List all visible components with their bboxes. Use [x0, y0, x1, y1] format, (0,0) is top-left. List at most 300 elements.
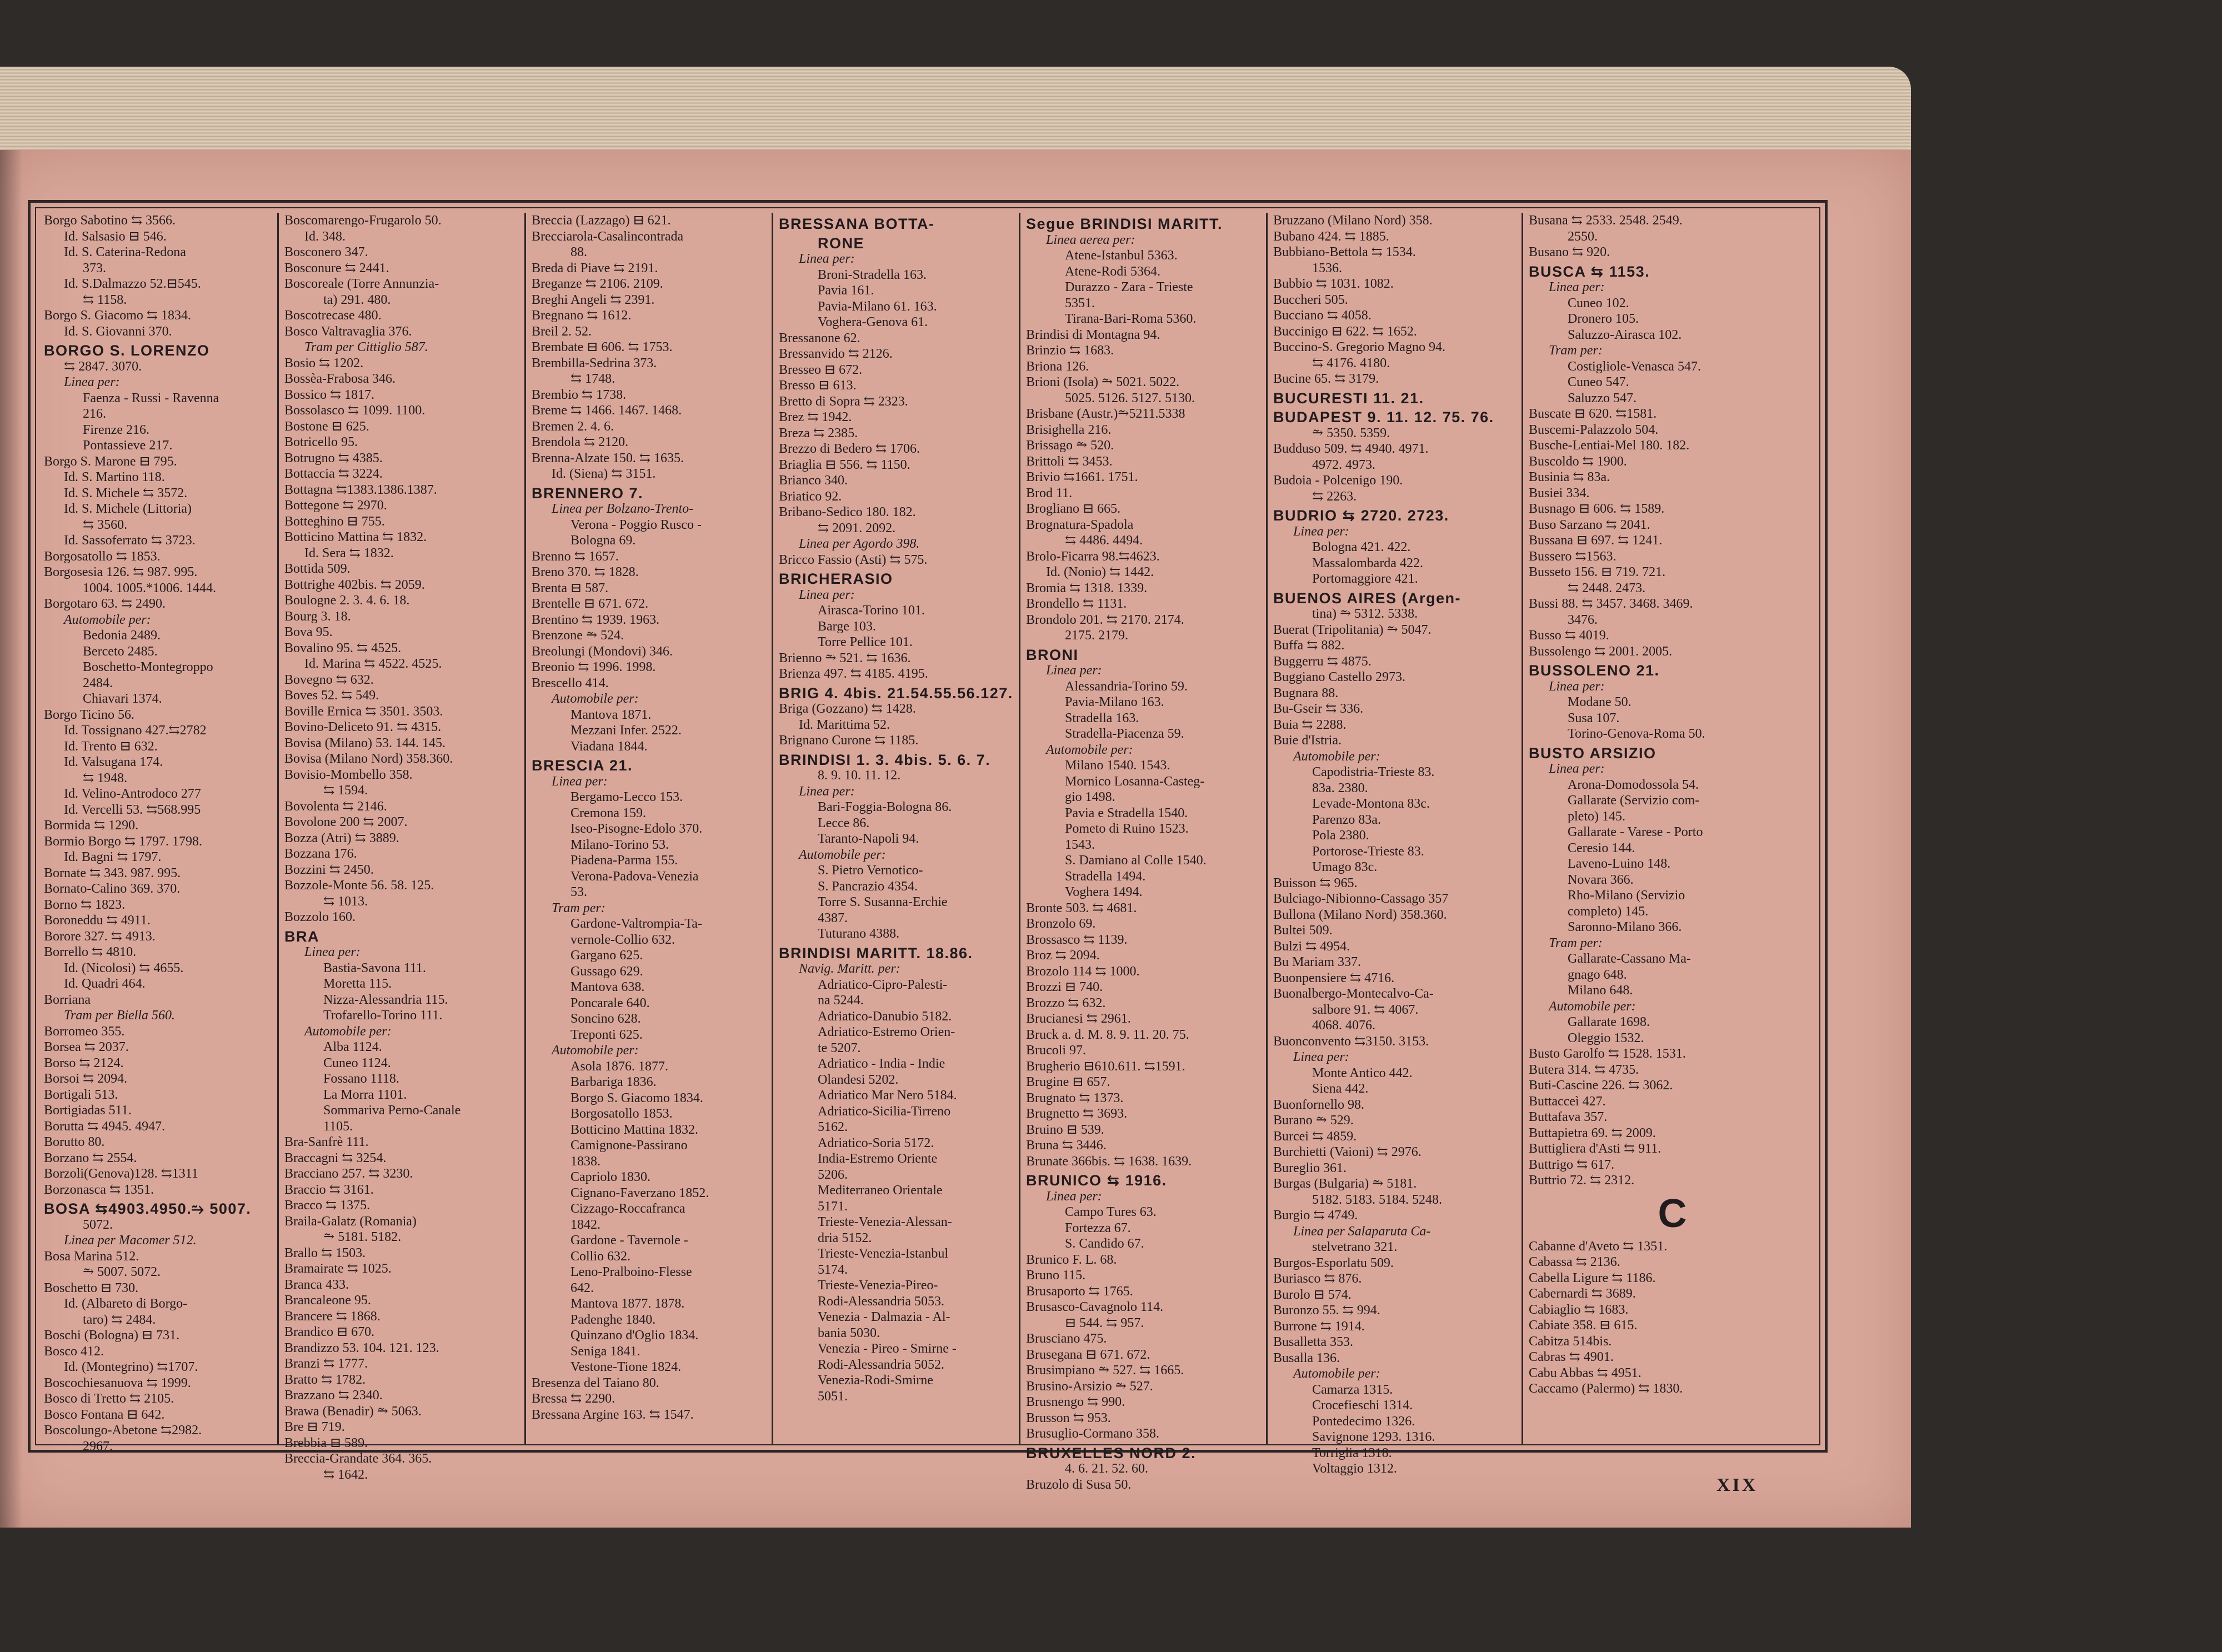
index-entry: Saluzzo-Airasca 102.: [1568, 327, 1682, 342]
index-entry: Bullona (Milano Nord) 358.360.: [1273, 907, 1447, 922]
index-entry: 4972. 4973.: [1312, 457, 1375, 472]
index-entry: Brianco 340.: [779, 473, 848, 488]
index-entry: Automobile per:: [1549, 999, 1636, 1014]
index-entry: Branca 433.: [284, 1277, 349, 1292]
index-entry: Seniga 1841.: [570, 1344, 640, 1359]
index-entry: Linea per Macomer 512.: [64, 1233, 197, 1248]
index-entry: Breghi Angeli ⇆ 2391.: [532, 292, 655, 307]
index-heading: BUSTO ARSIZIO: [1529, 744, 1657, 762]
index-entry: Modane 50.: [1568, 695, 1632, 709]
index-entry: Siena 442.: [1312, 1082, 1369, 1096]
index-entry: S. Candido 67.: [1065, 1237, 1144, 1251]
index-entry: Linea per Bolzano-Trento-: [552, 502, 694, 516]
index-entry: Bressana Argine 163. ⇆ 1547.: [532, 1407, 694, 1422]
index-entry: S. Pancrazio 4354.: [818, 879, 918, 894]
index-entry: Bultei 509.: [1273, 923, 1333, 938]
index-entry: 5351.: [1065, 296, 1095, 311]
index-entry: Mediterraneo Orientale: [818, 1183, 943, 1198]
index-entry: Brallo ⇆ 1503.: [284, 1245, 366, 1260]
index-entry: Automobile per:: [304, 1024, 392, 1039]
index-entry: ⇆ 2847. 3070.: [64, 359, 142, 374]
index-entry: 5162.: [818, 1120, 848, 1134]
index-entry: Bruino ⊟ 539.: [1026, 1122, 1104, 1137]
index-entry: Boschi (Bologna) ⊟ 731.: [44, 1328, 180, 1343]
index-entry: Brucoli 97.: [1026, 1043, 1086, 1058]
index-entry: 2550.: [1568, 229, 1598, 244]
index-entry: Breza ⇆ 2385.: [779, 425, 858, 440]
index-entry: Brugherio ⊟610.611. ⇆1591.: [1026, 1059, 1185, 1074]
index-entry: Brusasco-Cavagnolo 114.: [1026, 1300, 1164, 1314]
index-entry: Bussero ⇆1563.: [1529, 549, 1617, 564]
index-entry: Bornate ⇆ 343. 987. 995.: [44, 865, 181, 880]
index-entry: Brandizzo 53. 104. 121. 123.: [284, 1340, 439, 1355]
index-entry: Boschetto ⊟ 730.: [44, 1280, 139, 1295]
index-entry: 5171.: [818, 1199, 848, 1214]
index-entry: Brawa (Benadir) ⥲ 5063.: [284, 1404, 422, 1419]
index-entry: Barge 103.: [818, 619, 876, 634]
index-entry: Trieste-Venezia-Istanbul: [818, 1246, 949, 1261]
index-entry: 1842.: [570, 1217, 600, 1232]
index-heading: BRINDISI 1. 3. 4bis. 5. 6. 7.: [779, 751, 991, 768]
index-heading: BRESCIA 21.: [532, 757, 633, 774]
index-entry: Venezia-Rodi-Smirne: [818, 1373, 933, 1388]
index-entry: 1838.: [570, 1154, 600, 1169]
index-entry: Bossolasco ⇆ 1099. 1100.: [284, 403, 426, 418]
index-entry: Milano 1540. 1543.: [1065, 758, 1170, 773]
index-entry: Costigliole-Venasca 547.: [1568, 359, 1701, 374]
index-entry: Botticino Mattina ⇆ 1832.: [284, 530, 427, 544]
index-entry: Linea per:: [1549, 280, 1605, 294]
index-entry: Brozzo ⇆ 632.: [1026, 995, 1106, 1010]
index-entry: Campo Tures 63.: [1065, 1205, 1157, 1219]
index-entry: Borutta ⇆ 4945. 4947.: [44, 1119, 166, 1134]
index-entry: 373.: [83, 261, 106, 276]
index-entry: Buccheri 505.: [1273, 292, 1348, 307]
index-entry: Parenzo 83a.: [1312, 812, 1381, 827]
index-entry: Bureglio 361.: [1273, 1160, 1347, 1175]
index-entry: Id. (Nicolosi) ⇆ 4655.: [64, 960, 184, 975]
index-entry: Broz ⇆ 2094.: [1026, 948, 1100, 963]
index-entry: Voltaggio 1312.: [1312, 1461, 1397, 1476]
index-entry: Brancere ⇆ 1868.: [284, 1309, 381, 1324]
index-entry: Brezzo di Bedero ⇆ 1706.: [779, 442, 920, 456]
index-entry: Bosconero 347.: [284, 245, 368, 259]
index-entry: Savignone 1293. 1316.: [1312, 1430, 1435, 1444]
index-entry: Linea aerea per:: [1046, 232, 1135, 247]
index-entry: Voghera-Genova 61.: [818, 315, 928, 329]
index-entry: Borsoi ⇆ 2094.: [44, 1072, 128, 1086]
index-entry: Buriasco ⇆ 876.: [1273, 1271, 1362, 1286]
index-entry: Brittoli ⇆ 3453.: [1026, 454, 1113, 469]
index-entry: Bozzole-Monte 56. 58. 125.: [284, 878, 434, 893]
index-entry: Buisson ⇆ 965.: [1273, 875, 1358, 890]
index-entry: Dronero 105.: [1568, 312, 1639, 326]
index-entry: 5025. 5126. 5127. 5130.: [1065, 391, 1195, 406]
index-entry: Torre Pellice 101.: [818, 635, 913, 649]
index-entry: Tirana-Bari-Roma 5360.: [1065, 312, 1197, 326]
index-entry: Bormida ⇆ 1290.: [44, 818, 139, 833]
index-entry: Id. Velino-Antrodoco 277: [64, 787, 201, 801]
index-entry: Buffa ⇆ 882.: [1273, 638, 1345, 653]
index-entry: Braccio ⇆ 3161.: [284, 1182, 374, 1197]
index-entry: Bozza (Atri) ⇆ 3889.: [284, 830, 399, 845]
index-entry: Botrugno ⇆ 4385.: [284, 450, 383, 465]
index-entry: Linea per:: [1293, 1050, 1349, 1064]
index-entry: Bracciano 257. ⇆ 3230.: [284, 1167, 413, 1181]
index-entry: Id. Sera ⇆ 1832.: [304, 545, 394, 560]
index-entry: Brusciano 475.: [1026, 1331, 1107, 1346]
index-entry: ⇆ 2448. 2473.: [1568, 580, 1646, 595]
index-entry: Borgotaro 63. ⇆ 2490.: [44, 597, 166, 611]
index-entry: Busiei 334.: [1529, 485, 1590, 500]
index-entry: Cabiaglio ⇆ 1683.: [1529, 1302, 1629, 1317]
index-entry: Bu-Gseir ⇆ 336.: [1273, 702, 1364, 716]
index-entry: ta) 291. 480.: [323, 292, 391, 307]
index-entry: dria 5152.: [818, 1230, 872, 1245]
index-entry: Navig. Maritt. per:: [799, 962, 900, 976]
index-entry: Bruck a. d. M. 8. 9. 11. 20. 75.: [1026, 1027, 1189, 1042]
index-entry: Sommariva Perno-Canale: [323, 1103, 461, 1118]
index-entry: Brazzano ⇆ 2340.: [284, 1388, 383, 1403]
index-entry: Id. Salsasio ⊟ 546.: [64, 229, 167, 244]
index-column-4: [772, 213, 1019, 1444]
index-heading: BRUNICO ⇆ 1916.: [1026, 1172, 1167, 1189]
index-entry: Bressanvido ⇆ 2126.: [779, 347, 893, 361]
index-entry: Bramairate ⇆ 1025.: [284, 1261, 392, 1276]
index-entry: Briatico 92.: [779, 489, 842, 504]
index-entry: Stradella 163.: [1065, 710, 1139, 725]
index-entry: Bovolone 200 ⇆ 2007.: [284, 815, 408, 829]
index-entry: Tram per:: [1549, 935, 1603, 950]
index-entry: Brenta ⊟ 587.: [532, 580, 609, 595]
index-entry: 83a. 2380.: [1312, 780, 1368, 795]
index-entry: Airasca-Torino 101.: [818, 603, 925, 618]
index-entry: Atene-Istanbul 5363.: [1065, 248, 1178, 263]
index-entry: Brienno ⥲ 521. ⇆ 1636.: [779, 650, 911, 665]
index-entry: 5206.: [818, 1167, 848, 1182]
index-entry: Brandico ⊟ 670.: [284, 1325, 375, 1339]
index-entry: Linea per:: [552, 774, 608, 789]
index-entry: Id. (Siena) ⇆ 3151.: [552, 467, 656, 481]
index-entry: Botteghino ⊟ 755.: [284, 514, 385, 529]
index-entry: Bulzi ⇆ 4954.: [1273, 939, 1350, 954]
index-entry: Bubbiano-Bettola ⇆ 1534.: [1273, 245, 1416, 259]
index-entry: 3476.: [1568, 612, 1598, 627]
index-entry: Butera 314. ⇆ 4735.: [1529, 1062, 1639, 1077]
index-entry: Tram per Biella 560.: [64, 1008, 176, 1023]
index-entry: Bova 95.: [284, 625, 333, 639]
index-entry: Broni-Stradella 163.: [818, 267, 927, 282]
index-entry: Busso ⇆ 4019.: [1529, 628, 1609, 643]
index-entry: Brecciarola-Casalincontrada: [532, 229, 684, 244]
index-entry: 8. 9. 10. 11. 12.: [818, 768, 901, 783]
index-entry: Bosco di Tretto ⇆ 2105.: [44, 1391, 174, 1406]
index-entry: 4. 6. 21. 52. 60.: [1065, 1461, 1148, 1476]
index-entry: Saluzzo 547.: [1568, 391, 1637, 406]
index-entry: Linea per:: [799, 252, 855, 266]
index-entry: Alessandria-Torino 59.: [1065, 679, 1188, 694]
index-column-7: [1522, 213, 1821, 1444]
index-entry: La Morra 1101.: [323, 1087, 407, 1102]
index-entry: Id. (Montegrino) ⇆1707.: [64, 1360, 198, 1374]
index-entry: Bovalino 95. ⇆ 4525.: [284, 640, 402, 655]
index-entry: Brusson ⇆ 953.: [1026, 1410, 1111, 1425]
index-entry: Automobile per:: [552, 692, 639, 706]
index-entry: ⇆ 1158.: [83, 292, 127, 307]
index-entry: Briaglia ⊟ 556. ⇆ 1150.: [779, 457, 910, 472]
index-entry: 2967.: [83, 1439, 113, 1454]
index-entry: Bottaccia ⇆ 3224.: [284, 467, 383, 481]
index-entry: Automobile per:: [799, 847, 886, 862]
index-entry: Breolungi (Mondovi) 346.: [532, 644, 673, 659]
index-entry: Bozzana 176.: [284, 847, 357, 861]
index-entry: Bottegone ⇆ 2970.: [284, 498, 387, 513]
index-entry: Tram per Cittiglio 587.: [304, 340, 428, 354]
index-entry: Adriatico-Soria 5172.: [818, 1135, 934, 1150]
index-entry: Brentino ⇆ 1939. 1963.: [532, 612, 660, 627]
index-entry: Caccamo (Palermo) ⇆ 1830.: [1529, 1381, 1683, 1396]
index-entry: Busseto 156. ⊟ 719. 721.: [1529, 565, 1666, 579]
index-entry: Vestone-Tione 1824.: [570, 1360, 682, 1374]
index-entry: Adriatico - India - Indie: [818, 1057, 945, 1071]
index-entry: Nizza-Alessandria 115.: [323, 992, 448, 1007]
index-entry: Borrello ⇆ 4810.: [44, 945, 137, 959]
index-entry: Bucine 65. ⇆ 3179.: [1273, 372, 1379, 386]
index-entry: Buso Sarzano ⇆ 2041.: [1529, 517, 1650, 532]
index-column-5: [1019, 213, 1266, 1492]
index-entry: 5072.: [83, 1217, 113, 1232]
index-entry: Id. S. Michele (Littoria): [64, 502, 192, 516]
index-entry: Gargano 625.: [570, 948, 643, 963]
index-entry: Voghera 1494.: [1065, 885, 1143, 899]
index-entry: Pavia e Stradella 1540.: [1065, 805, 1188, 820]
index-entry: Linea per:: [304, 945, 361, 959]
index-entry: Tram per:: [1549, 343, 1603, 358]
index-entry: Linea per:: [1549, 679, 1605, 694]
index-entry: Automobile per:: [1293, 1366, 1380, 1381]
index-entry: Adriatico Mar Nero 5184.: [818, 1088, 957, 1103]
index-entry: te 5207.: [818, 1040, 861, 1055]
index-entry: Busalletta 353.: [1273, 1335, 1353, 1349]
index-entry: Brendola ⇆ 2120.: [532, 435, 629, 449]
index-entry: Busana ⇆ 2533. 2548. 2549.: [1529, 213, 1683, 228]
index-entry: Cignano-Faverzano 1852.: [570, 1185, 709, 1200]
index-entry: Burchietti (Vaioni) ⇆ 2976.: [1273, 1145, 1422, 1159]
index-entry: Bretto di Sopra ⇆ 2323.: [779, 394, 908, 409]
index-entry: Automobile per:: [1046, 742, 1133, 757]
index-entry: Brugnetto ⇆ 3693.: [1026, 1107, 1128, 1121]
index-entry: Bruzzano (Milano Nord) 358.: [1273, 213, 1433, 228]
index-entry: pleto) 145.: [1568, 809, 1625, 824]
index-entry: ⥲ 5181. 5182.: [323, 1230, 402, 1244]
index-entry: Brossasco ⇆ 1139.: [1026, 932, 1128, 947]
index-entry: Padenghe 1840.: [570, 1312, 656, 1327]
index-entry: Cabitza 514bis.: [1529, 1334, 1612, 1349]
index-entry: Brindisi di Montagna 94.: [1026, 327, 1160, 342]
index-entry: Briona 126.: [1026, 359, 1089, 374]
index-entry: Bortigali 513.: [44, 1087, 118, 1102]
index-entry: Bruzolo di Susa 50.: [1026, 1477, 1132, 1492]
index-entry: Brentelle ⊟ 671. 672.: [532, 597, 649, 611]
index-entry: Saronno-Milano 366.: [1568, 920, 1682, 934]
index-entry: Braccagni ⇆ 3254.: [284, 1150, 387, 1165]
index-entry: Bregnano ⇆ 1612.: [532, 308, 632, 323]
index-entry: Brebbia ⊟ 589.: [284, 1435, 368, 1450]
index-entry: Bedonia 2489.: [83, 628, 161, 643]
index-entry: Id. S. Martino 118.: [64, 470, 165, 484]
index-entry: Milano-Torino 53.: [570, 837, 669, 852]
index-entry: Camarza 1315.: [1312, 1382, 1393, 1397]
index-entry: Bresseo ⊟ 672.: [779, 362, 863, 377]
index-entry: Boulogne 2. 3. 4. 6. 18.: [284, 593, 410, 608]
index-entry: Id. 348.: [304, 229, 346, 244]
index-entry: Borgosesia 126. ⇆ 987. 995.: [44, 565, 198, 579]
index-entry: Burcei ⇆ 4859.: [1273, 1129, 1357, 1144]
index-entry: Bortigiadas 511.: [44, 1103, 132, 1118]
index-entry: Mantova 638.: [570, 980, 645, 994]
index-entry: Cabu Abbas ⇆ 4951.: [1529, 1365, 1642, 1380]
index-entry: Capodistria-Trieste 83.: [1312, 765, 1435, 779]
index-entry: Linea per Salaparuta Ca-: [1293, 1224, 1431, 1239]
index-column-2: [277, 213, 524, 1482]
index-entry: Laveno-Luino 148.: [1568, 857, 1671, 871]
index-entry: Brisbane (Austr.)⥲5211.5338: [1026, 407, 1185, 421]
index-entry: Bribano-Sedico 180. 182.: [779, 505, 916, 519]
index-entry: Brinzio ⇆ 1683.: [1026, 343, 1114, 358]
index-entry: Busche-Lentiai-Mel 180. 182.: [1529, 438, 1690, 453]
index-entry: Linea per:: [1046, 1189, 1102, 1204]
index-entry: Brondello ⇆ 1131.: [1026, 597, 1127, 611]
index-entry: Fossano 1118.: [323, 1072, 399, 1086]
index-entry: Breil 2. 52.: [532, 324, 592, 339]
index-entry: Brusino-Arsizio ⥲ 527.: [1026, 1379, 1153, 1394]
index-entry: Bourg 3. 18.: [284, 609, 351, 624]
index-entry: 2175. 2179.: [1065, 628, 1128, 643]
index-entry: Mantova 1871.: [570, 707, 652, 722]
index-entry: Umago 83c.: [1312, 860, 1378, 874]
index-entry: Bressanone 62.: [779, 331, 860, 346]
index-entry: Breccia (Lazzago) ⊟ 621.: [532, 213, 671, 228]
index-entry: Iseo-Pisogne-Edolo 370.: [570, 822, 703, 836]
index-entry: Burgos-Esporlatu 509.: [1273, 1255, 1394, 1270]
index-entry: Bovolenta ⇆ 2146.: [284, 799, 387, 814]
index-entry: Automobile per:: [64, 612, 151, 627]
index-entry: Berceto 2485.: [83, 644, 158, 659]
index-entry: Brod 11.: [1026, 485, 1073, 500]
index-entry: Durazzo - Zara - Trieste: [1065, 280, 1193, 294]
index-entry: completo) 145.: [1568, 904, 1649, 919]
index-entry: Bozzolo 160.: [284, 910, 356, 924]
index-entry: Cuneo 102.: [1568, 296, 1629, 311]
index-entry: Gallarate (Servizio com-: [1568, 793, 1700, 808]
index-entry: Bovisa (Milano Nord) 358.360.: [284, 752, 453, 766]
index-entry: ⇆ 1013.: [323, 894, 368, 909]
index-entry: Buonconvento ⇆3150. 3153.: [1273, 1034, 1429, 1049]
index-entry: Borzonasca ⇆ 1351.: [44, 1182, 154, 1197]
index-entry: Bovisio-Mombello 358.: [284, 767, 413, 782]
index-entry: Trieste-Venezia-Alessan-: [818, 1215, 952, 1229]
index-entry: Trieste-Venezia-Pireo-: [818, 1278, 938, 1293]
index-entry: ⇆ 4486. 4494.: [1065, 533, 1143, 548]
index-entry: Tram per:: [552, 900, 605, 915]
index-entry: Buscoldo ⇆ 1900.: [1529, 454, 1627, 469]
index-entry: Bremen 2. 4. 6.: [532, 419, 614, 434]
index-entry: 642.: [570, 1280, 594, 1295]
index-heading: BRIG 4. 4bis. 21.54.55.56.127.: [779, 684, 1013, 702]
index-entry: Mornico Losanna-Casteg-: [1065, 774, 1205, 789]
index-entry: Brescello 414.: [532, 675, 609, 690]
index-entry: 88.: [570, 245, 587, 259]
index-entry: Gardone-Valtrompia-Ta-: [570, 917, 702, 931]
index-entry: Brignano Curone ⇆ 1185.: [779, 733, 919, 748]
index-entry: Rodi-Alessandria 5053.: [818, 1294, 944, 1309]
index-entry: bania 5030.: [818, 1325, 880, 1340]
index-entry: Trofarello-Torino 111.: [323, 1008, 443, 1023]
index-entry: vernole-Collio 632.: [570, 932, 675, 947]
index-entry: India-Estremo Oriente: [818, 1152, 938, 1166]
index-entry: Borgo S. Giacomo ⇆ 1834.: [44, 308, 191, 323]
index-entry: na 5244.: [818, 993, 864, 1008]
index-entry: stelvetrano 321.: [1312, 1240, 1398, 1254]
index-entry: Asola 1876. 1877.: [570, 1059, 668, 1074]
index-entry: Treponti 625.: [570, 1027, 643, 1042]
index-entry: Id. Bagni ⇆ 1797.: [64, 850, 162, 864]
section-letter-heading: C: [1658, 1191, 1687, 1236]
index-entry: Id. (Albareto di Borgo-: [64, 1296, 188, 1311]
index-entry: Linea per Agordo 398.: [799, 537, 920, 551]
index-entry: Taranto-Napoli 94.: [818, 832, 919, 846]
index-heading: BUSSOLENO 21.: [1529, 662, 1660, 679]
index-entry: Cabella Ligure ⇆ 1186.: [1529, 1270, 1656, 1285]
index-entry: Briga (Gozzano) ⇆ 1428.: [779, 702, 916, 716]
index-entry: Lecce 86.: [818, 815, 870, 830]
index-entry: Brunate 366bis. ⇆ 1638. 1639.: [1026, 1154, 1192, 1169]
index-entry: Torre S. Susanna-Erchie: [818, 895, 948, 909]
index-entry: Bromia ⇆ 1318. 1339.: [1026, 580, 1148, 595]
index-entry: Bricco Fassio (Asti) ⇆ 575.: [779, 552, 928, 567]
index-entry: Boville Ernica ⇆ 3501. 3503.: [284, 704, 443, 719]
index-entry: gio 1498.: [1065, 790, 1115, 804]
index-entry: Id. S.Dalmazzo 52.⊟545.: [64, 277, 201, 291]
index-entry: Cabanne d'Aveto ⇆ 1351.: [1529, 1239, 1668, 1254]
index-entry: Cizzago-Roccafranca: [570, 1202, 685, 1216]
index-entry: Adriatico-Estremo Orien-: [818, 1025, 955, 1039]
index-entry: 5051.: [818, 1389, 848, 1404]
index-entry: Bulciago-Nibionno-Cassago 357: [1273, 892, 1449, 906]
index-entry: Borzoli(Genova)128. ⇆1311: [44, 1167, 198, 1181]
index-entry: Milano 648.: [1568, 983, 1633, 998]
index-entry: Breonio ⇆ 1996. 1998.: [532, 660, 656, 674]
index-entry: Firenze 216.: [83, 422, 149, 437]
index-entry: Burrone ⇆ 1914.: [1273, 1319, 1365, 1334]
index-entry: Bottrighe 402bis. ⇆ 2059.: [284, 577, 425, 592]
index-entry: Bussolengo ⇆ 2001. 2005.: [1529, 644, 1673, 659]
index-entry: ⥲ 5007. 5072.: [83, 1265, 161, 1279]
index-entry: Boves 52. ⇆ 549.: [284, 688, 379, 703]
index-entry: Bastia-Savona 111.: [323, 960, 426, 975]
index-entry: Rodi-Alessandria 5052.: [818, 1357, 944, 1372]
index-entry: Id. Valsugana 174.: [64, 755, 163, 769]
index-entry: Bucciano ⇆ 4058.: [1273, 308, 1372, 323]
index-entry: Brioni (Isola) ⥲ 5021. 5022.: [1026, 375, 1180, 389]
index-entry: Barbariga 1836.: [570, 1075, 657, 1089]
index-entry: Bossèa-Frabosa 346.: [284, 372, 396, 386]
index-entry: Olandesi 5202.: [818, 1072, 899, 1087]
index-entry: Bovegno ⇆ 632.: [284, 672, 374, 687]
index-entry: ⇆ 2263.: [1312, 489, 1357, 504]
index-entry: Borgo S. Marone ⊟ 795.: [44, 454, 177, 469]
index-entry: Brez ⇆ 1942.: [779, 410, 852, 424]
